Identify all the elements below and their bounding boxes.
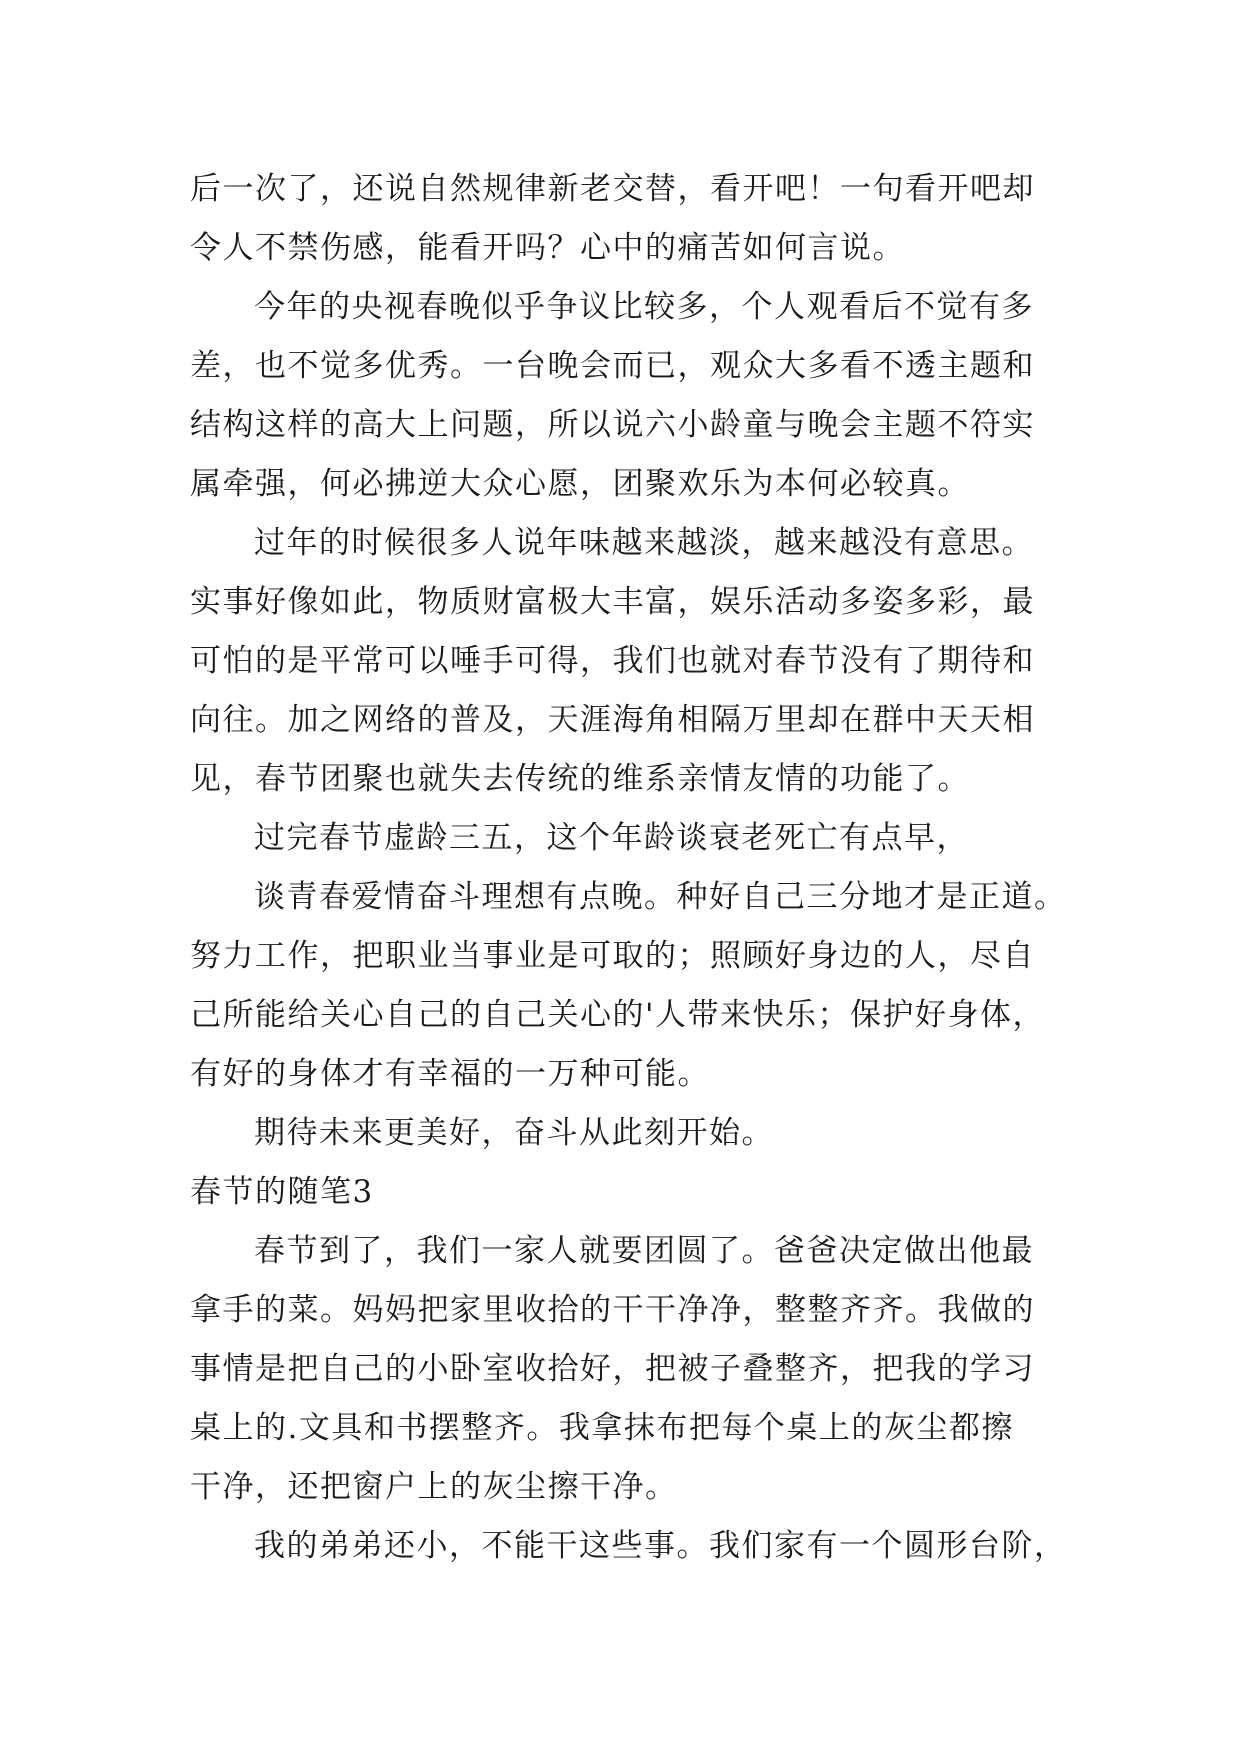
text-line: 结构这样的高大上问题，所以说六小龄童与晚会主题不符实 xyxy=(190,407,1035,443)
text-line: 我的弟弟还小，不能干这些事。我们家有一个圆形台阶， xyxy=(254,1528,1067,1564)
text-line: 今年的央视春晚似乎争议比较多，个人观看后不觉有多 xyxy=(254,289,1034,325)
text-line: 拿手的菜。妈妈把家里收拾的干干净净，整整齐齐。我做的 xyxy=(190,1292,1035,1328)
text-line: 实事好像如此，物质财富极大丰富，娱乐活动多姿多彩，最 xyxy=(190,584,1035,620)
text-line: 事情是把自己的小卧室收拾好，把被子叠整齐，把我的学习 xyxy=(190,1351,1035,1387)
text-line: 谈青春爱情奋斗理想有点晚。种好自己三分地才是正道。 xyxy=(254,879,1067,915)
text-line: 干净，还把窗户上的灰尘擦干净。 xyxy=(190,1469,678,1505)
text-line: 努力工作，把职业当事业是可取的；照顾好身边的人，尽自 xyxy=(190,938,1035,974)
document-body xyxy=(190,160,1070,1576)
text-line: 过年的时候很多人说年味越来越淡，越来越没有意思。 xyxy=(254,525,1034,561)
text-line: 期待未来更美好，奋斗从此刻开始。 xyxy=(254,1115,774,1151)
section-heading: 春节的随笔3 xyxy=(190,1174,374,1210)
text-line: 见，春节团聚也就失去传统的维系亲情友情的功能了。 xyxy=(190,761,970,797)
text-line: 有好的身体才有幸福的一万种可能。 xyxy=(190,1056,710,1092)
text-line: 令人不禁伤感，能看开吗？心中的痛苦如何言说。 xyxy=(190,230,905,266)
text-line: 属牵强，何必拂逆大众心愿，团聚欢乐为本何必较真。 xyxy=(190,466,970,502)
text-line: 己所能给关心自己的自己关心的'人带来快乐；保护好身体， xyxy=(190,997,1046,1033)
text-line: 差，也不觉多优秀。一台晚会而已，观众大多看不透主题和 xyxy=(190,348,1035,384)
text-line: 过完春节虚龄三五，这个年龄谈衰老死亡有点早， xyxy=(254,820,969,856)
text-line: 桌上的.文具和书摆整齐。我拿抹布把每个桌上的灰尘都擦 xyxy=(190,1410,1014,1446)
text-line: 春节到了，我们一家人就要团圆了。爸爸决定做出他最 xyxy=(254,1233,1034,1269)
text-line: 后一次了，还说自然规律新老交替，看开吧！一句看开吧却 xyxy=(190,171,1035,207)
text-line: 可怕的是平常可以唾手可得，我们也就对春节没有了期待和 xyxy=(190,643,1035,679)
text-line: 向往。加之网络的普及，天涯海角相隔万里却在群中天天相 xyxy=(190,702,1035,738)
